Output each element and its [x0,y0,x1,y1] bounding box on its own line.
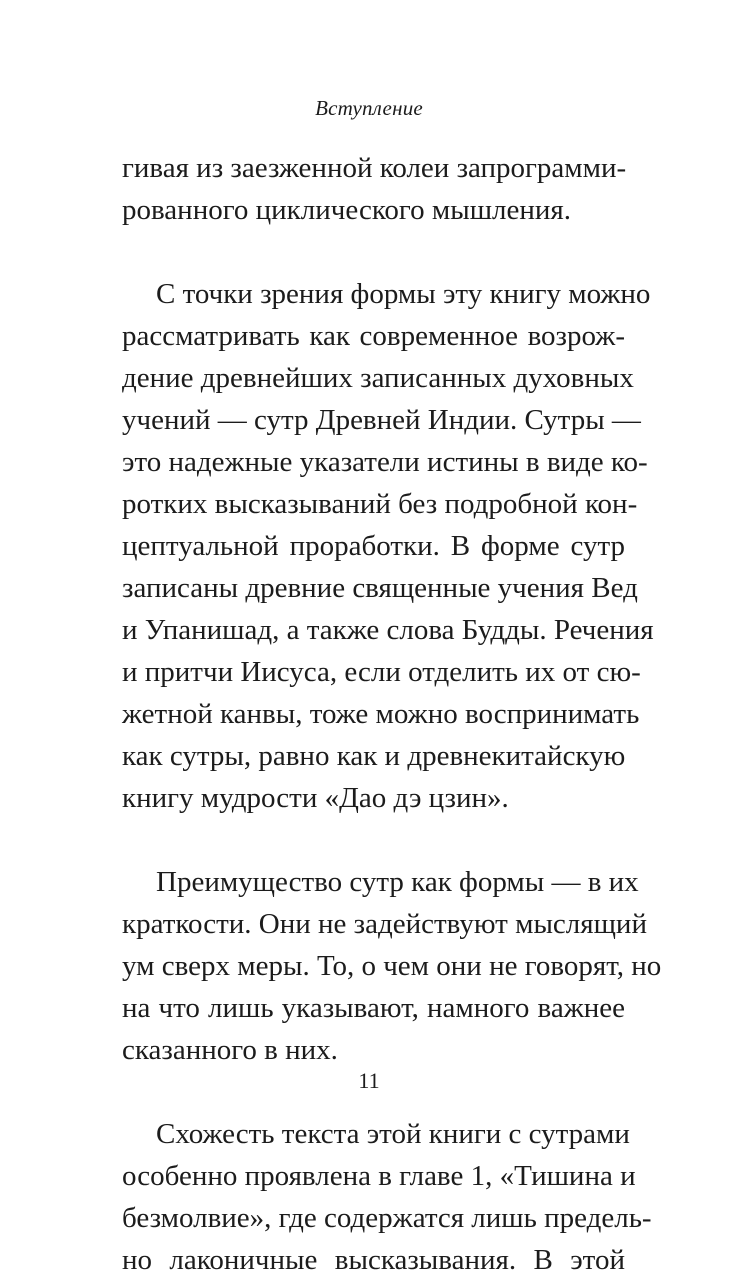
text-line: краткости. Они не задействуют мыслящий [122,908,647,940]
paragraph [122,861,662,1071]
text-line: сказанного в них. [122,1034,338,1066]
text-line: дение древнейших записанных духовных [122,362,634,394]
text-line: на что лишь указывают, намного важнее [122,992,625,1024]
paragraph [122,147,625,231]
text-line: но лаконичные высказывания. В этой [122,1244,625,1276]
paragraph-gap [122,819,625,861]
running-head: Вступление [315,96,423,120]
text-line: гивая из заезженной колеи запрограмми- [122,152,627,184]
text-line: Схожесть текста этой книги с сутрами [156,1118,630,1150]
text-line: С точки зрения формы эту книгу можно [156,278,651,310]
text-line: это надежные указатели истины в виде ко- [122,446,648,478]
body-text [122,147,662,1281]
page-number: 11 [358,1068,380,1093]
paragraph [122,1113,652,1281]
paragraph-gap [122,231,625,273]
text-line: особенно проявлена в главе 1, «Тишина и [122,1160,636,1192]
text-line: безмолвие», где содержатся лишь предель- [122,1202,652,1234]
text-line: ротких высказываний без подробной кон- [122,488,638,520]
paragraph [122,273,654,819]
text-line: жетной канвы, тоже можно воспринимать [122,698,640,730]
text-line: рованного циклического мышления. [122,194,571,226]
text-line: записаны древние священные учения Вед [122,572,638,604]
text-line: Преимущество сутр как формы — в их [156,866,639,898]
text-line: учений — сутр Древней Индии. Сутры — [122,404,641,436]
text-line: как сутры, равно как и древнекитайскую [122,740,626,772]
text-line: книгу мудрости «Дао дэ цзин». [122,782,509,814]
text-line: и притчи Иисуса, если отделить их от сю- [122,656,641,688]
text-line: ум сверх меры. То, о чем они не говорят, но [122,950,662,982]
text-line: и Упанишад, а также слова Будды. Речения [122,614,654,646]
text-line: цептуальной проработки. В форме сутр [122,530,625,562]
text-line: рассматривать как современное возрож- [122,320,625,352]
